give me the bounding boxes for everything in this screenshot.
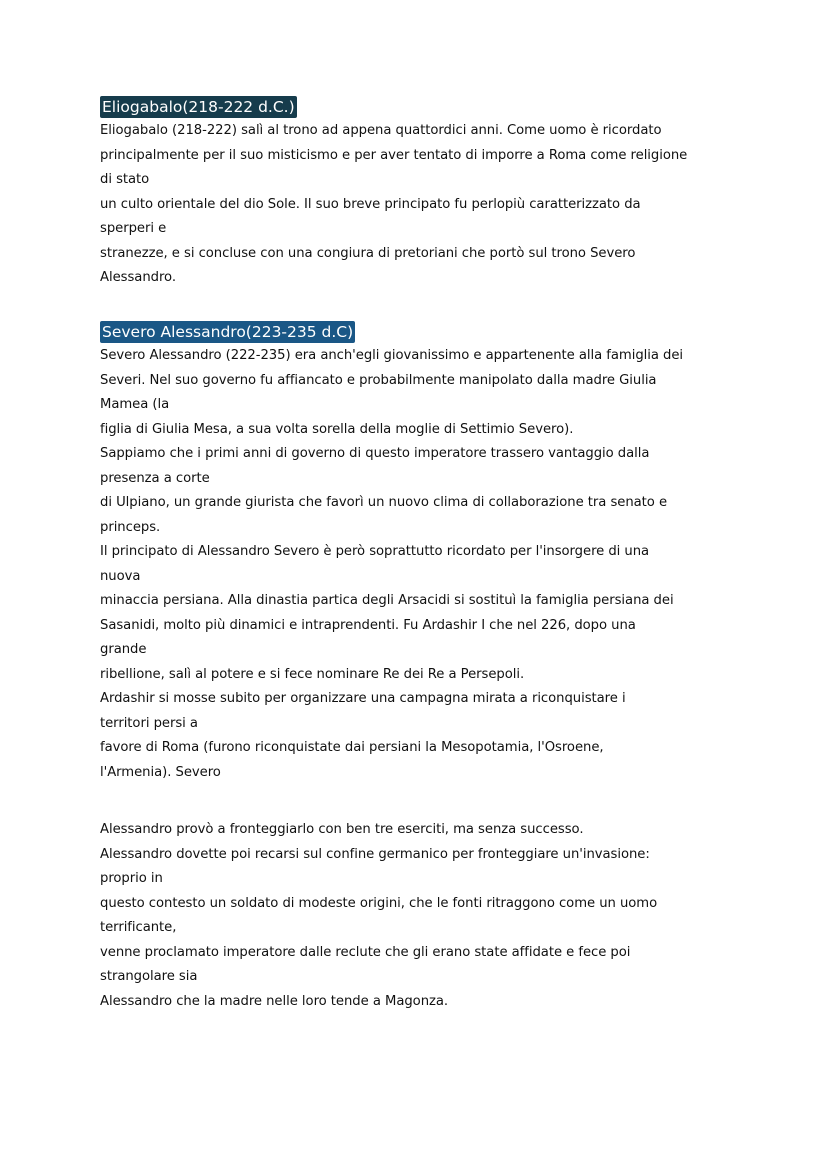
section-continuation [100,818,740,1014]
text-line: di stato [100,172,150,187]
text-line: sperperi e [100,221,167,236]
text-line: terrificante, [100,920,177,935]
text-line: nuova [100,568,141,584]
text-line: figlia di Giulia Mesa, a sua volta sorella della moglie di Settimio Severo). [100,421,574,437]
text-line: grande [100,642,147,657]
text-line: venne proclamato imperatore dalle reclute che gli erano state affidate e fece poi [100,944,631,960]
paragraph-severo-alessandro [100,344,740,785]
section-severo-alessandro [100,321,740,785]
text-line: Sasanidi, molto più dinamici e intraprendenti. Fu Ardashir I che nel 226, dopo una [100,617,636,633]
text-line: Mamea (la [100,397,170,412]
text-line: Sappiamo che i primi anni di governo di questo imperatore trassero vantaggio dalla [100,446,650,461]
text-line: questo contesto un soldato di modeste origini, che le fonti ritraggono come un uomo [100,895,658,911]
text-line: stranezze, e si concluse con una congiura di pretoriani che portò sul trono Severo [100,245,636,261]
text-line: Alessandro. [100,270,176,285]
text-line: un culto orientale del dio Sole. Il suo breve principato fu perlopiù caratterizzato da [100,196,641,212]
paragraph-eliogabalo [100,119,740,291]
text-line: Alessandro che la madre nelle loro tende a Magonza. [100,993,449,1009]
text-line: Alessandro provò a fronteggiarlo con ben tre eserciti, ma senza successo. [100,822,584,837]
text-line: proprio in [100,871,163,886]
text-line: di Ulpiano, un grande giurista che favorì un nuovo clima di collaborazione tra senato e [100,495,668,510]
text-line: ribellione, salì al potere e si fece nominare Re dei Re a Persepoli. [100,666,525,682]
section-eliogabalo [100,96,740,291]
text-line: Severi. Nel suo governo fu affiancato e probabilmente manipolato dalla madre Giulia [100,372,657,388]
section-heading-eliogabalo: Eliogabalo(218-222 d.C.) [102,98,295,116]
text-line: favore di Roma (furono riconquistate dai persiani la Mesopotamia, l'Osroene, [100,740,604,755]
text-line: presenza a corte [100,470,210,486]
text-line: minaccia persiana. Alla dinastia partica degli Arsacidi si sostituì la famiglia persiana dei [100,593,674,608]
text-line: l'Armenia). Severo [100,764,221,780]
text-line: Alessandro dovette poi recarsi sul confine germanico per fronteggiare un'invasione: [100,846,650,862]
text-line: strangolare sia [100,969,198,984]
text-line: principalmente per il suo misticismo e per aver tentato di imporre a Roma come religione [100,147,688,163]
text-line: Severo Alessandro (222-235) era anch'egli giovanissimo e appartenente alla famiglia dei [100,348,684,363]
text-line: Ardashir si mosse subito per organizzare una campagna mirata a riconquistare i [100,691,626,706]
paragraph-continuation [100,818,740,1014]
section-heading-severo-alessandro: Severo Alessandro(223-235 d.C) [102,323,354,341]
text-line: Eliogabalo (218-222) salì al trono ad appena quattordici anni. Come uomo è ricordato [100,123,662,138]
text-line: territori persi a [100,715,198,731]
text-line: princeps. [100,519,161,535]
text-line: Il principato di Alessandro Severo è però soprattutto ricordato per l'insorgere di una [100,544,650,559]
